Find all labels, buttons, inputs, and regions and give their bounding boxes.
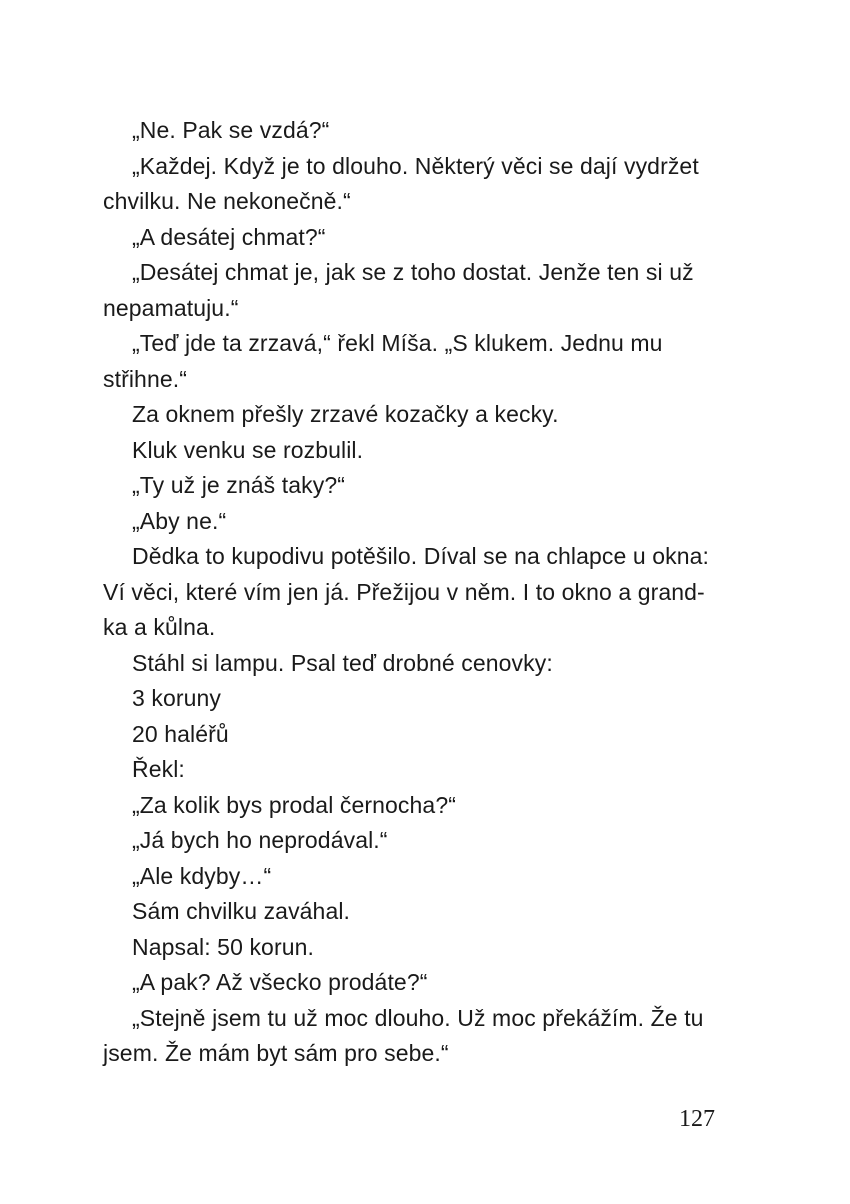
text-line: „Ale kdyby…“: [132, 862, 272, 889]
text-line: 3 koruny: [132, 685, 222, 711]
text-line: nepamatuju.“: [103, 294, 239, 321]
text-line: „A desátej chmat?“: [132, 223, 326, 250]
text-line: Za oknem přešly zrzavé kozačky a kecky.: [132, 401, 559, 427]
text-line: „Aby ne.“: [132, 507, 227, 534]
text-line: chvilku. Ne nekonečně.“: [103, 188, 351, 214]
text-line: střihne.“: [103, 365, 187, 392]
text-line: „Desátej chmat je, jak se z toho dostat. Jenže ten si už: [132, 259, 694, 285]
text-line: Kluk venku se rozbulil.: [132, 436, 364, 463]
text-line: Ví věci, které vím jen já. Přežijou v něm. I to okno a grand-: [103, 578, 705, 605]
text-line: „Stejně jsem tu už moc dlouho. Už moc překážím. Že tu: [132, 1004, 704, 1031]
text-line: „Každej. Když je to dlouho. Některý věci se dají vydržet: [132, 152, 699, 179]
text-line: jsem. Že mám byt sám pro sebe.“: [103, 1040, 449, 1066]
text-line: Dědka to kupodivu potěšilo. Díval se na chlapce u okna:: [132, 543, 710, 569]
page-number: 127: [679, 1106, 715, 1132]
text-line: Sám chvilku zaváhal.: [132, 898, 351, 924]
text-line: 20 haléřů: [132, 720, 229, 747]
body-text: [103, 113, 747, 1072]
text-line: Řekl:: [132, 756, 185, 782]
text-line: „Teď jde ta zrzavá,“ řekl Míša. „S klukem. Jednu mu: [132, 330, 663, 356]
text-line: Napsal: 50 korun.: [132, 933, 314, 960]
text-line: „Ne. Pak se vzdá?“: [132, 117, 330, 143]
text-line: „Za kolik bys prodal černocha?“: [132, 791, 456, 818]
text-line: ka a kůlna.: [103, 614, 216, 640]
text-line: Stáhl si lampu. Psal teď drobné cenovky:: [132, 649, 553, 676]
text-line: „Ty už je znáš taky?“: [132, 472, 346, 498]
text-line: „A pak? Až všecko prodáte?“: [132, 969, 428, 995]
text-line: „Já bych ho neprodával.“: [132, 827, 388, 853]
